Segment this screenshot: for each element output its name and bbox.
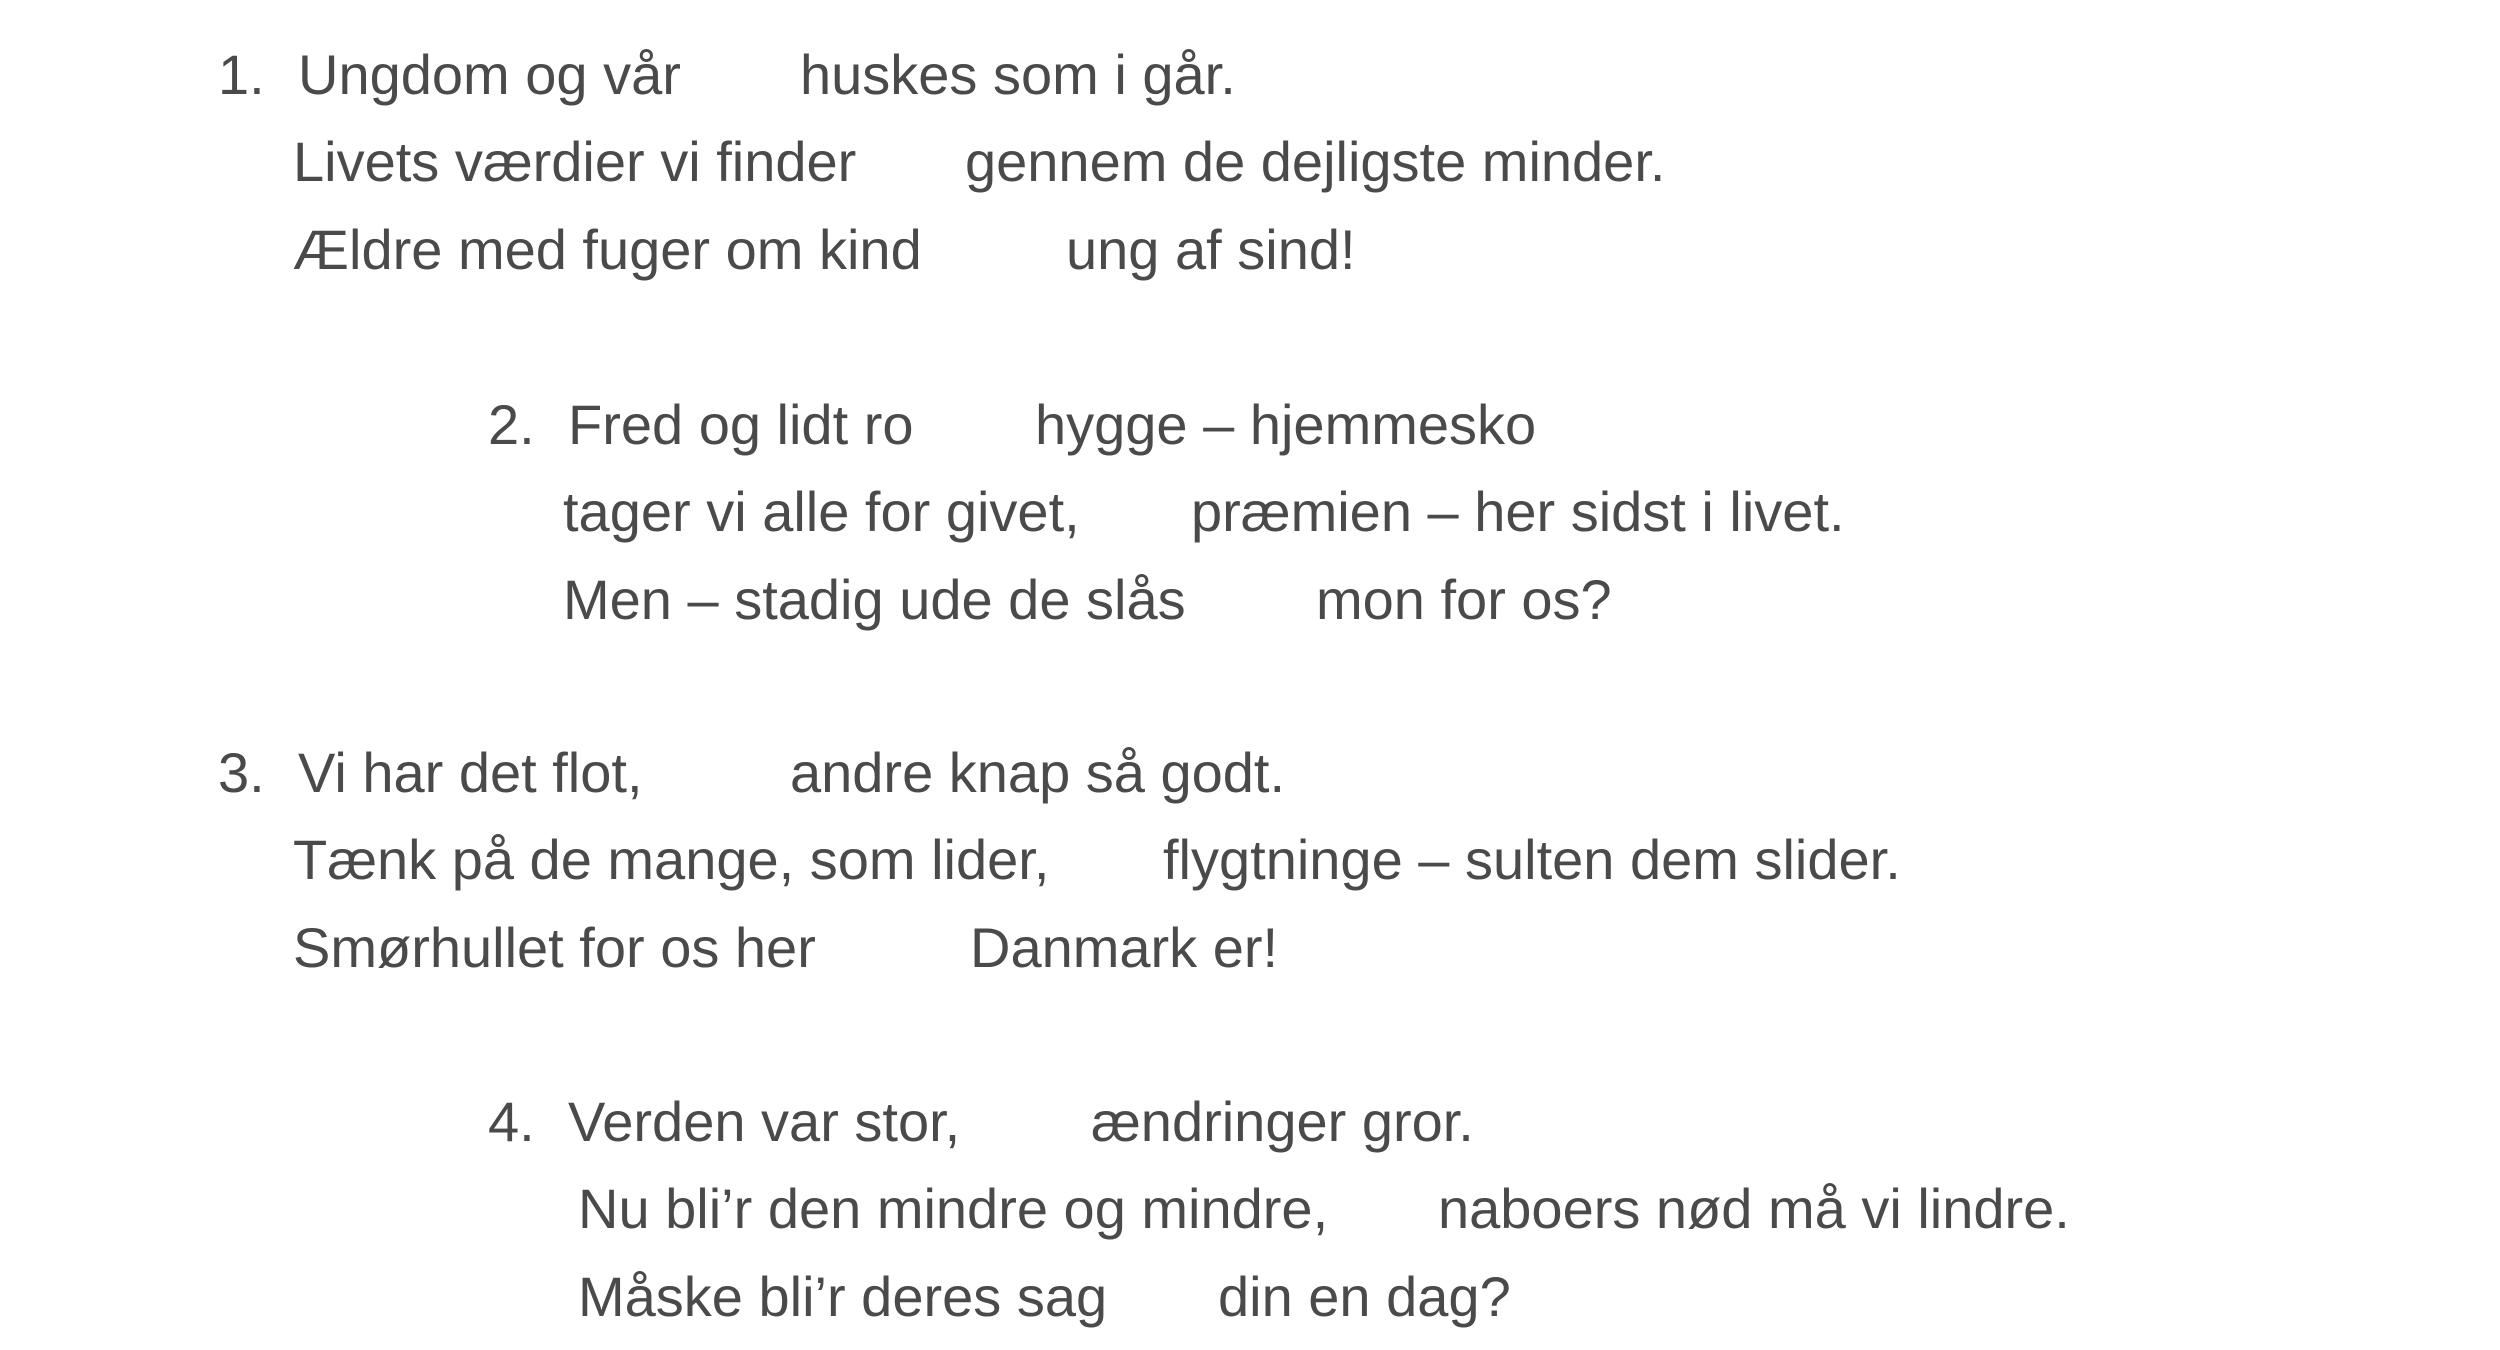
verse-line — [293, 825, 2093, 895]
line-part-b: naboers nød må vi lindre. — [1438, 1177, 2070, 1240]
verse-line — [298, 738, 1798, 808]
line-part-b: ændringer gror. — [1091, 1090, 1474, 1153]
line-part-b: gennem de dejligste minder. — [965, 130, 1666, 193]
line-part-b: din en dag? — [1218, 1265, 1511, 1328]
line-part-a: Ældre med fuger om kind — [293, 218, 922, 281]
verse-line — [293, 913, 1793, 983]
line-part-a: Livets værdier vi finder — [293, 130, 857, 193]
line-part-a: tager vi alle for givet, — [563, 480, 1080, 543]
line-part-a: Vi har det flot, — [298, 741, 643, 804]
verse-number: 4. — [488, 1090, 535, 1153]
verse-line — [568, 390, 2068, 460]
line-part-a: Ungdom og vår — [298, 43, 681, 106]
line-part-a: Nu bli’r den mindre og mindre, — [578, 1177, 1329, 1240]
verse-number: 2. — [488, 393, 535, 456]
line-part-b: andre knap så godt. — [790, 741, 1286, 804]
verse-line — [293, 127, 1893, 197]
line-part-a: Måske bli’r deres sag — [578, 1265, 1108, 1328]
verse-number: 3. — [218, 741, 265, 804]
verse-number: 1. — [218, 43, 265, 106]
line-part-a: Fred og lidt ro — [568, 393, 914, 456]
verse-line — [563, 477, 2163, 547]
verse-line — [578, 1174, 2278, 1244]
line-part-b: præmien – her sidst i livet. — [1191, 480, 1845, 543]
line-part-b: flygtninge – sulten dem slider. — [1163, 828, 1901, 891]
line-part-a: Men – stadig ude de slås — [563, 568, 1186, 631]
line-part-a: Verden var stor, — [568, 1090, 961, 1153]
verse-line — [568, 1087, 2068, 1157]
verse-line — [578, 1262, 2078, 1332]
verse-line — [563, 565, 2063, 635]
verse-line — [293, 215, 1793, 285]
line-part-b: hygge – hjemmesko — [1035, 393, 1537, 456]
line-part-a: Smørhullet for os her — [293, 916, 816, 979]
line-part-b: Danmark er! — [970, 916, 1279, 979]
verse-line — [298, 40, 1798, 110]
line-part-b: ung af sind! — [1066, 218, 1356, 281]
line-part-b: huskes som i går. — [800, 43, 1236, 106]
line-part-a: Tænk på de mange, som lider, — [293, 828, 1050, 891]
line-part-b: mon for os? — [1316, 568, 1612, 631]
